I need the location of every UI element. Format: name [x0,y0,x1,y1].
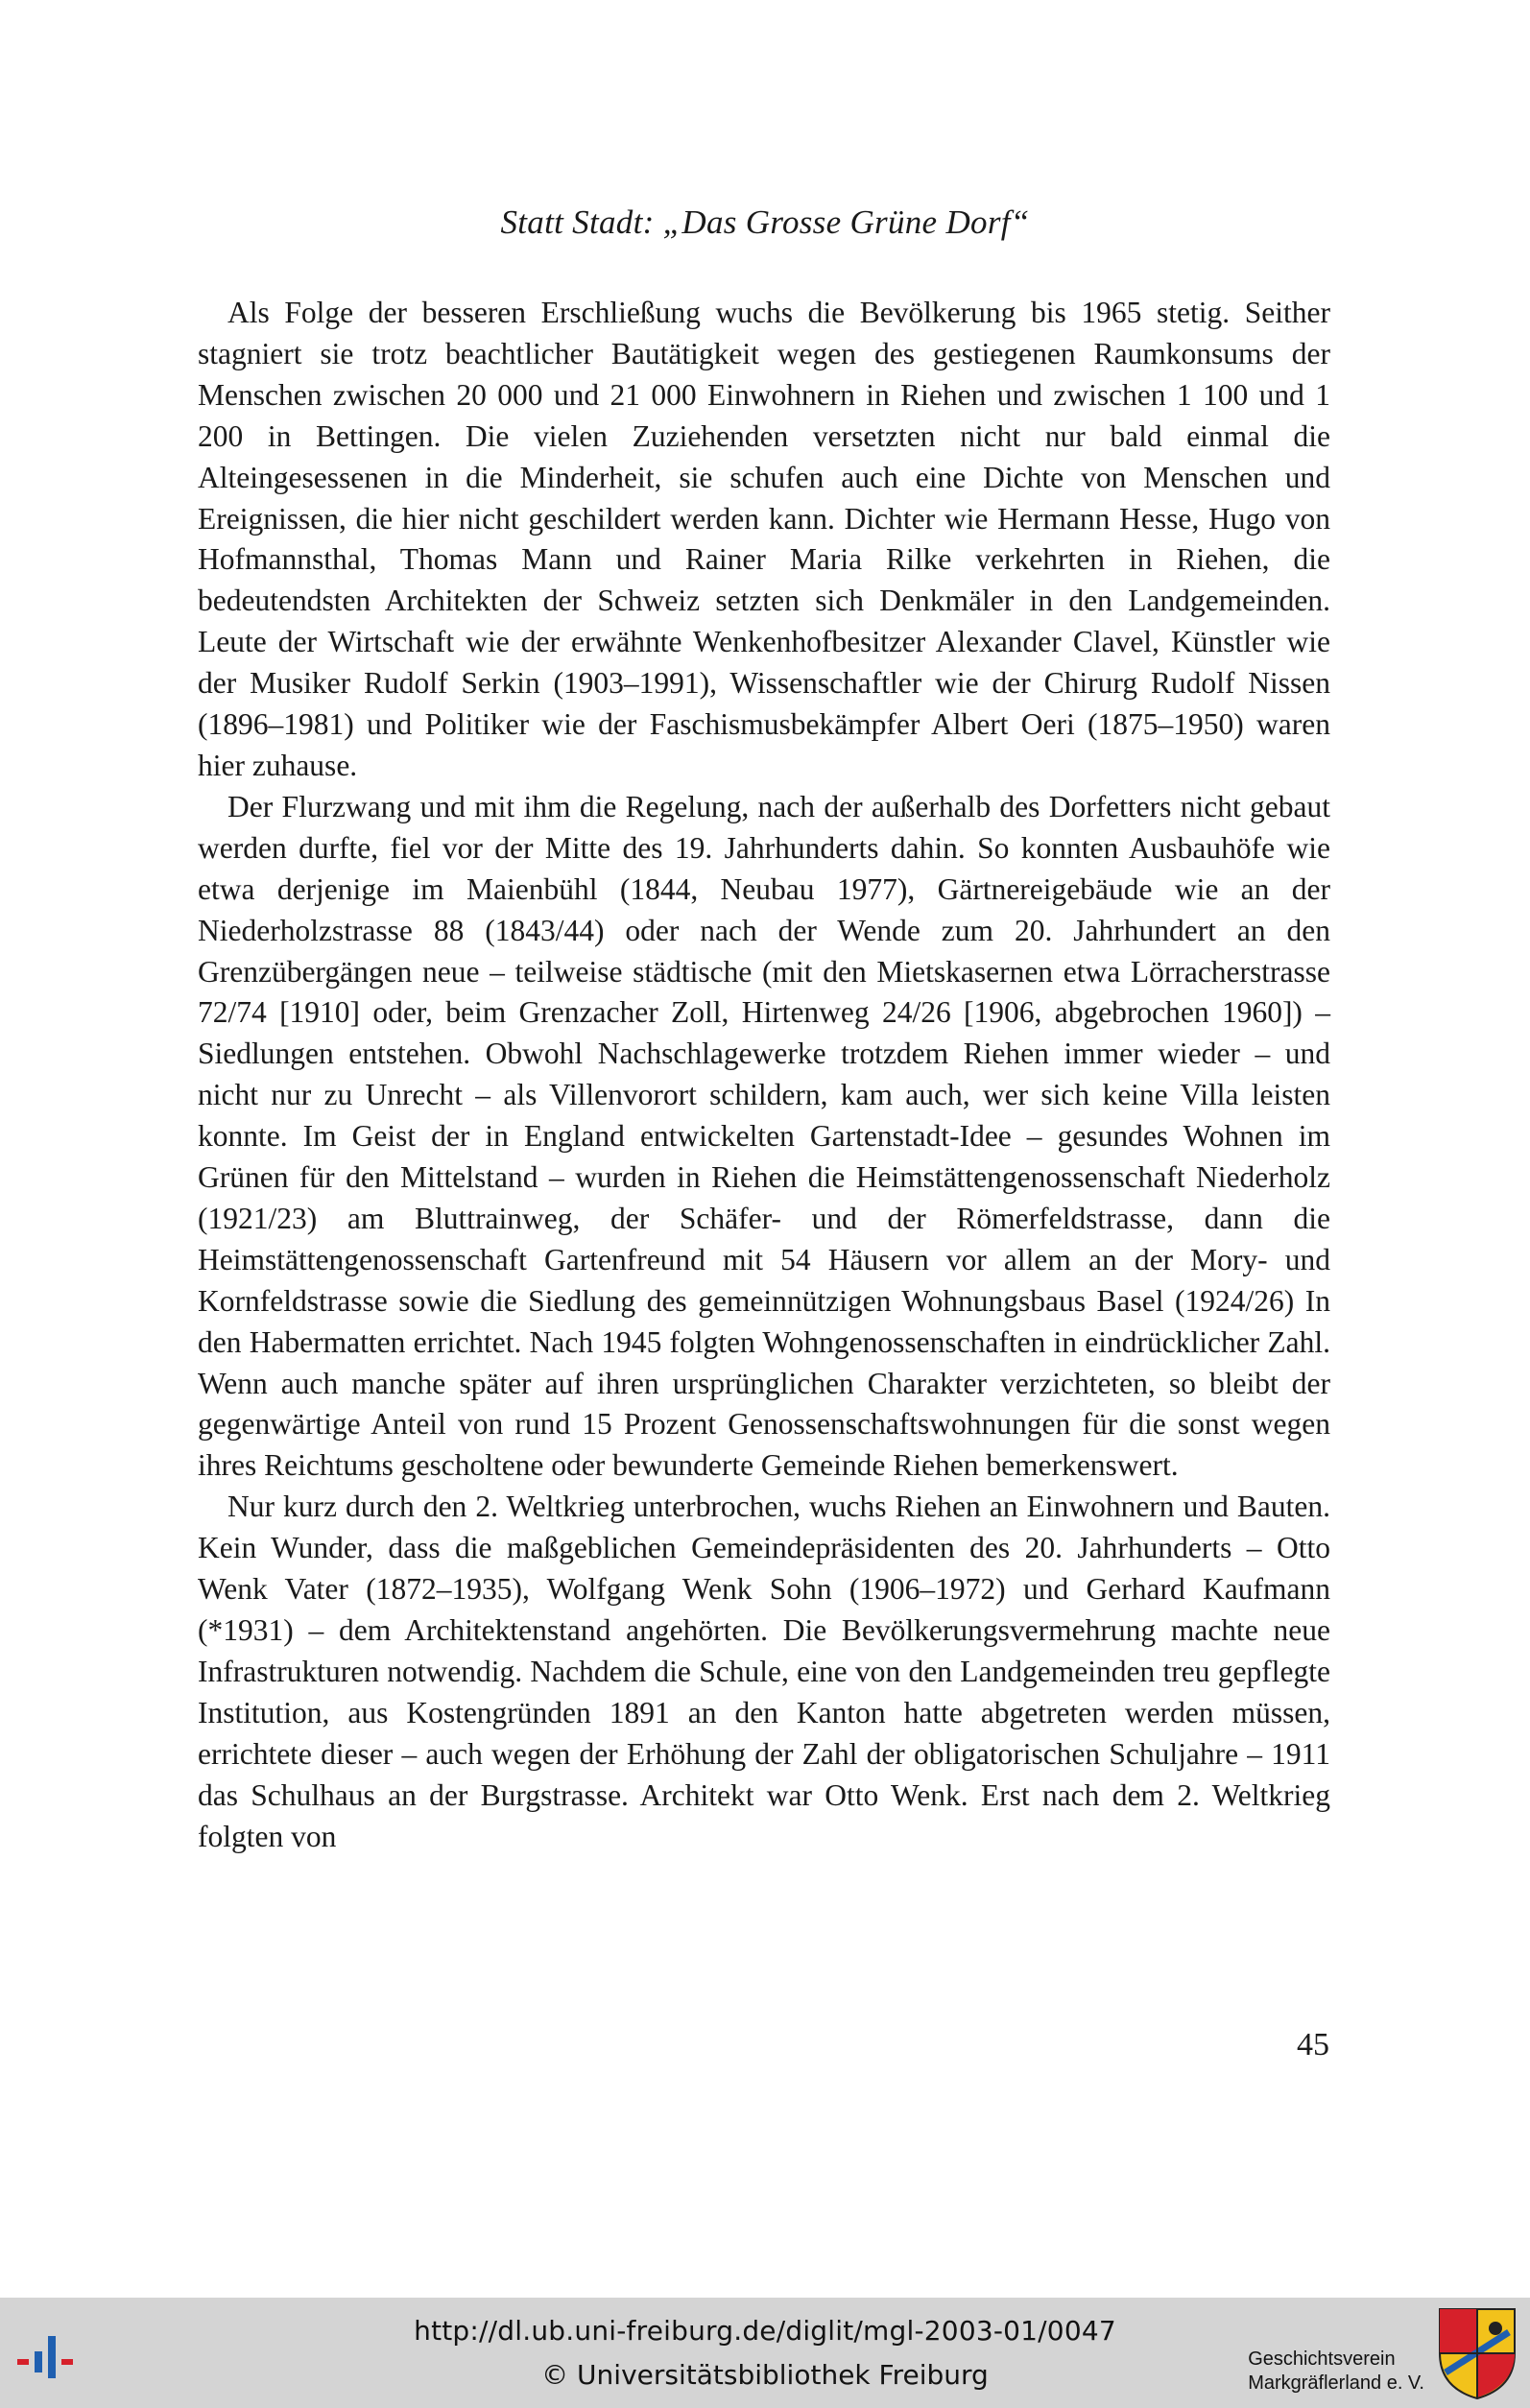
society-line-1: Geschichtsverein [1248,2348,1396,2370]
text-body [198,293,1330,1857]
coat-of-arms-icon [1436,2305,1518,2401]
society-line-2: Markgräflerland e. V. [1248,2372,1424,2394]
footer-copyright: © Universitätsbibliothek Freiburg [541,2359,989,2391]
page-header: Statt Stadt: „Das Grosse Grüne Dorf“ [500,203,1030,241]
footer-url[interactable]: http://dl.ub.uni-freiburg.de/diglit/mgl-2003-01/0047 [414,2315,1116,2347]
paragraph-3: Nur kurz durch den 2. Weltkrieg unterbrochen, wuchs Riehen an Einwohnern und Bauten. Kein Wunder, dass die maßgeblichen Gemeindepräsidenten des 20. Jahrhunderts – Otto Wenk Vater (1872–1935), Wolfgang Wenk Sohn (1906–1972) und Gerhard Kaufmann (*1931) – dem Architektenstand angehörten. Die Bevölkerungsvermehrung machte neue Infrastrukturen notwendig. Nachdem die Schule, eine von den Landgemeinden treu gepflegte Institution, aus Kostengründen 1891 an den Kanton hatte abgetreten werden müssen, errichtete dieser – auch wegen der Erhöhung der Zahl der obligatorischen Schuljahre – 1911 das Schulhaus an der Burgstrasse. Architekt war Otto Wenk. Erst nach dem 2. Weltkrieg folgten von [198,1490,1330,1853]
society-name [1248,2348,1424,2396]
page-number: 45 [1297,2027,1329,2062]
footer-bar [0,2298,1530,2408]
paragraph-2: Der Flurzwang und mit ihm die Regelung, nach der außerhalb des Dorfetters nicht gebaut werden durfte, fiel vor der Mitte des 19. Jahrhunderts dahin. So konnten Ausbauhöfe wie etwa derjenige im Maienbühl (1844, Neubau 1977), Gärtnereigebäude wie an der Niederholzstrasse 88 (1843/44) oder nach der Wende zum 20. Jahrhundert an den Grenzübergängen neue – teilweise städtische (mit den Mietskasernen etwa Lörracherstrasse 72/74 [1910] oder, beim Grenzacher Zoll, Hirtenweg 24/26 [1906, abgebrochen 1960]) – Siedlungen entstehen. Obwohl Nachschlagewerke trotzdem Riehen immer wieder – und nicht nur zu Unrecht – als Villenvorort schildern, kam auch, wer sich keine Villa leisten konnte. Im Geist der in England entwickelten Gartenstadt-Idee – gesundes Wohnen im Grünen für den Mittelstand – wurden in Riehen die Heimstättengenossenschaft Niederholz (1921/23) am Bluttrainweg, der Schäfer- und der Römerfeldstrasse, dann die Heimstättengenossenschaft Gartenfreund mit 54 Häusern vor allem an der Mory- und Kornfeldstrasse sowie die Siedlung des gemeinnützigen Wohnungsbaus Basel (1924/26) In den Habermatten errichtet. Nach 1945 folgten Wohngenossenschaften in eindrücklicher Zahl. Wenn auch manche später auf ihren ursprünglichen Charakter verzichteten, so bleibt der gegenwärtige Anteil von rund 15 Prozent Genossenschaftswohnungen für die sonst wegen ihres Reichtums gescholtene oder bewunderte Gemeinde Riehen bemerkenswert. [198,789,1330,1483]
paragraph-1: Als Folge der besseren Erschließung wuchs die Bevölkerung bis 1965 stetig. Seither stagniert sie trotz beachtlicher Bautätigkeit wegen des gestiegenen Raumkonsums der Menschen zwischen 20 000 und 21 000 Einwohnern in Riehen und zwischen 1 100 und 1 200 in Bettingen. Die vielen Zuziehenden versetzten nicht nur bald einmal die Alteingesessenen in die Minderheit, sie schufen auch eine Dichte von Menschen und Ereignissen, die hier nicht geschildert werden kann. Dichter wie Hermann Hesse, Hugo von Hofmannsthal, Thomas Mann und Rainer Maria Rilke verkehrten in Riehen, die bedeutendsten Architekten der Schweiz setzten sich Denkmäler in den Landgemeinden. Leute der Wirtschaft wie der erwähnte Wenkenhofbesitzer Alexander Clavel, Künstler wie der Musiker Rudolf Serkin (1903–1991), Wissenschaftler wie der Chirurg Rudolf Nissen (1896–1981) und Politiker wie der Faschismusbekämpfer Albert Oeri (1875–1950) waren hier zuhause. [198,296,1330,782]
